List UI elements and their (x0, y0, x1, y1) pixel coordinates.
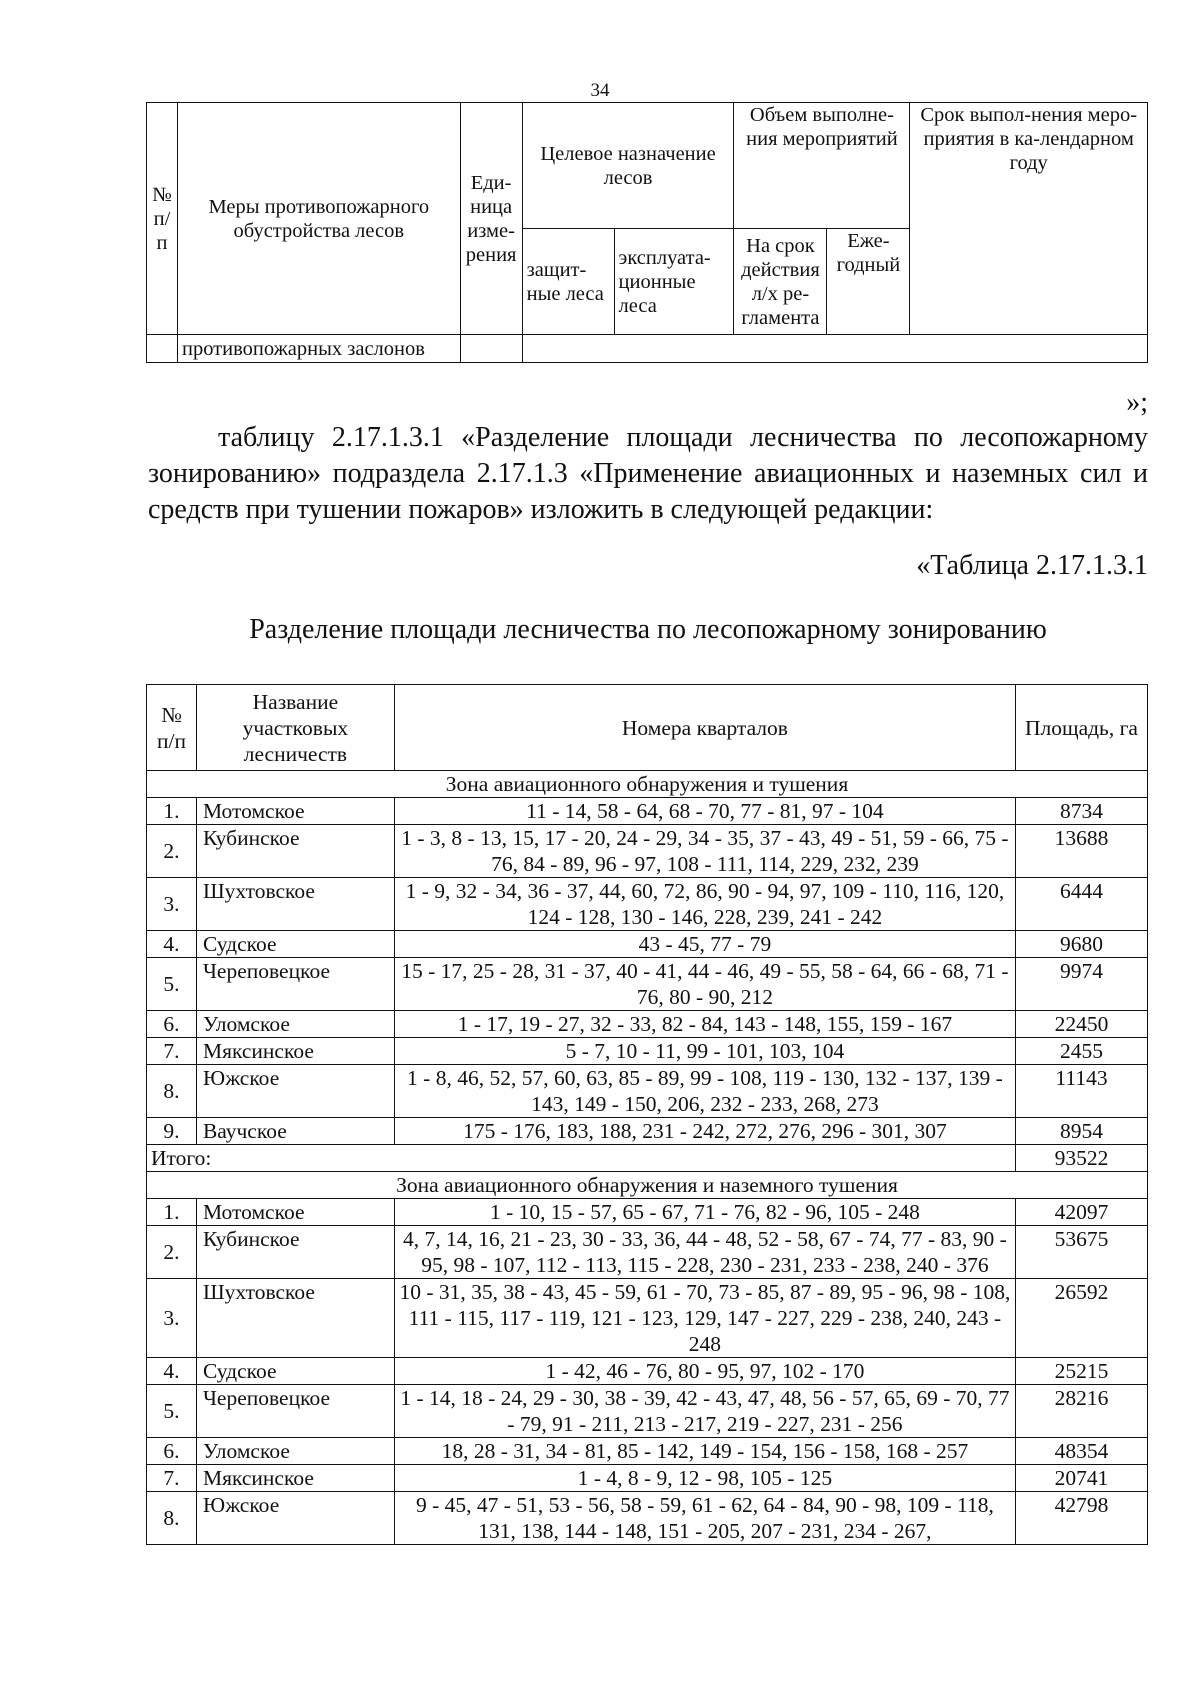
forestry-name: Шухтовское (196, 1279, 394, 1358)
forestry-name: Череповецкое (196, 1385, 394, 1438)
quarter-numbers: 1 - 8, 46, 52, 57, 60, 63, 85 - 89, 99 - 108, 119 - 130, 132 - 137, 139 - 143, 149 - 150, 206, 232 - 233, 268, 273 (394, 1065, 1015, 1118)
header-unit: Еди-ница изме-рения (460, 103, 522, 335)
zone-title: Зона авиационного обнаружения и тушения (147, 771, 1148, 798)
quarter-numbers: 1 - 14, 18 - 24, 29 - 30, 38 - 39, 42 - 43, 47, 48, 56 - 57, 65, 69 - 70, 77 - 79, 91 - 211, 213 - 217, 219 - 227, 231 - 256 (394, 1385, 1015, 1438)
table-row (147, 1279, 1148, 1358)
row-number: 1. (147, 1199, 197, 1226)
row-number: 8. (147, 1492, 197, 1545)
area-ha: 6444 (1016, 878, 1148, 931)
area-ha: 26592 (1016, 1279, 1148, 1358)
row-number: 6. (147, 1011, 197, 1038)
forestry-name: Череповецкое (196, 958, 394, 1011)
row-number: 3. (147, 878, 197, 931)
area-ha: 28216 (1016, 1385, 1148, 1438)
table-row (147, 1199, 1148, 1226)
forestry-name: Кубинское (196, 1226, 394, 1279)
table-row (147, 798, 1148, 825)
table-row (147, 1038, 1148, 1065)
quarter-numbers: 1 - 3, 8 - 13, 15, 17 - 20, 24 - 29, 34 - 35, 37 - 43, 49 - 51, 59 - 66, 75 - 76, 84 - 89, 96 - 97, 108 - 111, 114, 229, 232, 239 (394, 825, 1015, 878)
forestry-name: Мотомское (196, 798, 394, 825)
measures-table-continuation (146, 102, 1148, 363)
row-number: 8. (147, 1065, 197, 1118)
col-header-name: Название участковых лесничеств (196, 685, 394, 771)
zone-title: Зона авиационного обнаружения и наземного тушения (147, 1172, 1148, 1199)
table-row (147, 1118, 1148, 1145)
table-label: «Таблица 2.17.1.3.1 (916, 550, 1148, 581)
quarter-numbers: 1 - 17, 19 - 27, 32 - 33, 82 - 84, 143 - 148, 155, 159 - 167 (394, 1011, 1015, 1038)
quarter-numbers: 11 - 14, 58 - 64, 68 - 70, 77 - 81, 97 - 104 (394, 798, 1015, 825)
table-row (147, 878, 1148, 931)
table-row (147, 1065, 1148, 1118)
row-number: 2. (147, 825, 197, 878)
row-number: 3. (147, 1279, 197, 1358)
zoning-table-body (147, 771, 1148, 1545)
row-number: 5. (147, 1385, 197, 1438)
table-row (147, 825, 1148, 878)
table-row (147, 1438, 1148, 1465)
header-term: Срок выпол-нения меро-приятия в ка-лендарном году (910, 103, 1148, 335)
col-header-num: № п/п (147, 685, 197, 771)
row-unit (460, 335, 522, 363)
forestry-name: Мяксинское (196, 1038, 394, 1065)
quarter-numbers: 1 - 9, 32 - 34, 36 - 37, 44, 60, 72, 86, 90 - 94, 97, 109 - 110, 116, 120, 124 - 128, 130 - 146, 228, 239, 241 - 242 (394, 878, 1015, 931)
area-ha: 22450 (1016, 1011, 1148, 1038)
header-annual: Еже-годный (827, 229, 910, 335)
table-row (147, 931, 1148, 958)
area-ha: 8954 (1016, 1118, 1148, 1145)
table-row (147, 1011, 1148, 1038)
forestry-name: Южское (196, 1065, 394, 1118)
area-ha: 42798 (1016, 1492, 1148, 1545)
header-volume: Объем выполне-ния мероприятий (734, 103, 910, 229)
total-label: Итого: (147, 1145, 1016, 1172)
area-ha: 25215 (1016, 1358, 1148, 1385)
area-ha: 9974 (1016, 958, 1148, 1011)
total-area: 93522 (1016, 1145, 1148, 1172)
quarter-numbers: 15 - 17, 25 - 28, 31 - 37, 40 - 41, 44 - 46, 49 - 55, 58 - 64, 66 - 68, 71 - 76, 80 - 90, 212 (394, 958, 1015, 1011)
area-ha: 9680 (1016, 931, 1148, 958)
col-header-quarters: Номера кварталов (394, 685, 1015, 771)
forestry-name: Уломское (196, 1438, 394, 1465)
header-operational-forests: эксплуата-ционные леса (614, 229, 734, 335)
area-ha: 53675 (1016, 1226, 1148, 1279)
table-row (147, 1385, 1148, 1438)
area-ha: 42097 (1016, 1199, 1148, 1226)
quarter-numbers: 43 - 45, 77 - 79 (394, 931, 1015, 958)
row-number: 1. (147, 798, 197, 825)
row-number: 6. (147, 1438, 197, 1465)
forestry-name: Южское (196, 1492, 394, 1545)
area-ha: 48354 (1016, 1438, 1148, 1465)
row-number: 4. (147, 931, 197, 958)
col-header-area: Площадь, га (1016, 685, 1148, 771)
table-row (147, 1358, 1148, 1385)
quarter-numbers: 5 - 7, 10 - 11, 99 - 101, 103, 104 (394, 1038, 1015, 1065)
row-number: 4. (147, 1358, 197, 1385)
row-num (147, 335, 178, 363)
zoning-table (146, 684, 1148, 1545)
row-number: 5. (147, 958, 197, 1011)
forestry-name: Кубинское (196, 825, 394, 878)
page-number: 34 (590, 80, 610, 101)
table-row (147, 1226, 1148, 1279)
table-row (147, 1492, 1148, 1545)
quarter-numbers: 18, 28 - 31, 34 - 81, 85 - 142, 149 - 154, 156 - 158, 168 - 257 (394, 1438, 1015, 1465)
row-number: 7. (147, 1465, 197, 1492)
area-ha: 11143 (1016, 1065, 1148, 1118)
row-measure: противопожарных заслонов (177, 335, 460, 363)
quarter-numbers: 4, 7, 14, 16, 21 - 23, 30 - 33, 36, 44 - 48, 52 - 58, 67 - 74, 77 - 83, 90 - 95, 98 - 107, 112 - 113, 115 - 228, 230 - 231, 233 - 238, 240 - 376 (394, 1226, 1015, 1279)
quarter-numbers: 1 - 42, 46 - 76, 80 - 95, 97, 102 - 170 (394, 1358, 1015, 1385)
header-regulation-term: На срок действия л/х ре-гламента (734, 229, 827, 335)
zone-header-row (147, 771, 1148, 798)
closing-quote: »; (1126, 387, 1148, 418)
header-forest-purpose: Целевое назначение лесов (522, 103, 734, 229)
row-number: 2. (147, 1226, 197, 1279)
area-ha: 13688 (1016, 825, 1148, 878)
forestry-name: Шухтовское (196, 878, 394, 931)
zone-header-row (147, 1172, 1148, 1199)
area-ha: 2455 (1016, 1038, 1148, 1065)
quarter-numbers: 10 - 31, 35, 38 - 43, 45 - 59, 61 - 70, 73 - 85, 87 - 89, 95 - 96, 98 - 108, 111 - 115, 117 - 119, 121 - 123, 129, 147 - 227, 229 - 238, 240, 243 - 248 (394, 1279, 1015, 1358)
row-rest (522, 335, 1147, 363)
body-paragraph: таблицу 2.17.1.3.1 «Разделение площади лесничества по лесопожарному зонированию» подраздела 2.17.1.3 «Применение авиационных и наземных сил и средств при тушении пожаров» изложить в следующей редакции: (148, 422, 1148, 525)
row-number: 9. (147, 1118, 197, 1145)
table-row (147, 958, 1148, 1011)
forestry-name: Уломское (196, 1011, 394, 1038)
header-measures: Меры противопожарного обустройства лесов (177, 103, 460, 335)
area-ha: 8734 (1016, 798, 1148, 825)
header-num: № п/ п (147, 103, 178, 335)
forestry-name: Мяксинское (196, 1465, 394, 1492)
quarter-numbers: 175 - 176, 183, 188, 231 - 242, 272, 276, 296 - 301, 307 (394, 1118, 1015, 1145)
table-row (147, 1465, 1148, 1492)
quarter-numbers: 1 - 10, 15 - 57, 65 - 67, 71 - 76, 82 - 96, 105 - 248 (394, 1199, 1015, 1226)
forestry-name: Ваучское (196, 1118, 394, 1145)
header-protective-forests: защит-ные леса (522, 229, 614, 335)
quarter-numbers: 9 - 45, 47 - 51, 53 - 56, 58 - 59, 61 - 62, 64 - 84, 90 - 98, 109 - 118, 131, 138, 144 - 148, 151 - 205, 207 - 231, 234 - 267, (394, 1492, 1015, 1545)
forestry-name: Судское (196, 931, 394, 958)
forestry-name: Судское (196, 1358, 394, 1385)
total-row (147, 1145, 1148, 1172)
area-ha: 20741 (1016, 1465, 1148, 1492)
row-number: 7. (147, 1038, 197, 1065)
forestry-name: Мотомское (196, 1199, 394, 1226)
table-title: Разделение площади лесничества по лесопожарному зонированию (249, 614, 1047, 645)
quarter-numbers: 1 - 4, 8 - 9, 12 - 98, 105 - 125 (394, 1465, 1015, 1492)
